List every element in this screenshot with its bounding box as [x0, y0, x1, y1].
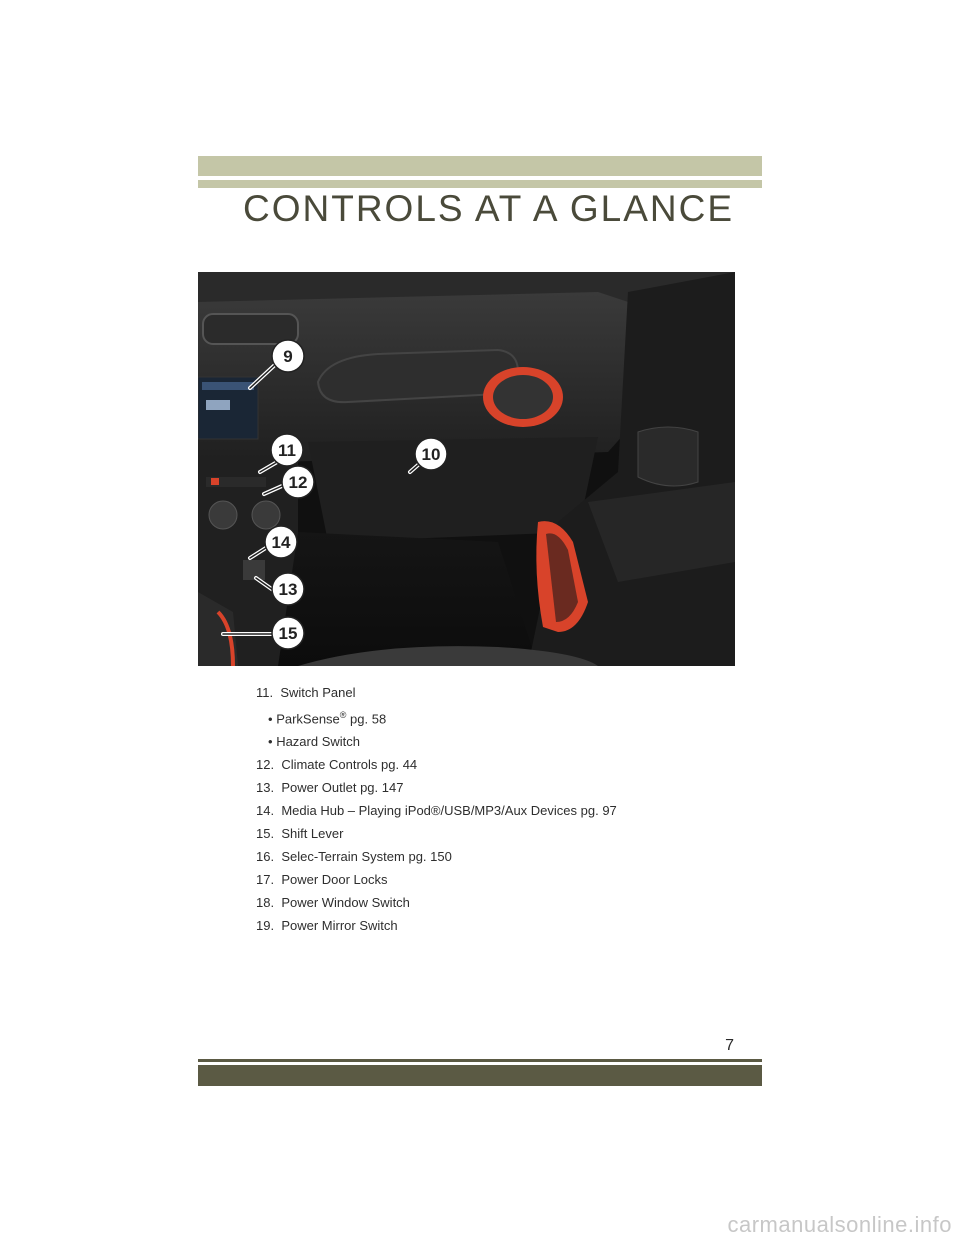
svg-text:13: 13 [278, 580, 298, 599]
svg-text:15: 15 [278, 624, 298, 643]
callout-9 [272, 340, 304, 372]
controls-list [256, 681, 736, 937]
list-item-19: 19. Power Mirror Switch [256, 918, 398, 934]
svg-text:14: 14 [271, 533, 291, 552]
watermark: carmanualsonline.info [727, 1212, 952, 1237]
header-band [198, 156, 762, 176]
list-item-13: 13. Power Outlet pg. 147 [256, 780, 404, 796]
dashboard-illustration [198, 272, 735, 666]
footer-band-line [198, 1059, 762, 1062]
list-subitem-parksense: • ParkSense® pg. 58 [268, 710, 387, 727]
callout-15 [272, 617, 304, 649]
callout-11 [271, 434, 303, 466]
callout-14 [265, 526, 297, 558]
svg-text:10: 10 [421, 445, 441, 464]
page-title: CONTROLS AT A GLANCE [243, 188, 734, 229]
callout-13 [272, 573, 304, 605]
footer-band [198, 1065, 762, 1086]
callout-12 [282, 466, 314, 498]
svg-text:12: 12 [288, 473, 308, 492]
list-subitem-hazard: • Hazard Switch [268, 734, 360, 750]
list-item-15: 15. Shift Lever [256, 826, 344, 842]
page-number: 7 [725, 1037, 734, 1054]
list-item-17: 17. Power Door Locks [256, 872, 388, 888]
list-item-16: 16. Selec-Terrain System pg. 150 [256, 849, 452, 865]
callout-10 [415, 438, 447, 470]
svg-text:11: 11 [278, 441, 296, 460]
header-band-line [198, 180, 762, 188]
list-item-11: 11. Switch Panel [256, 685, 356, 700]
svg-text:9: 9 [283, 347, 293, 366]
dashboard-photo [198, 272, 735, 666]
list-item-18: 18. Power Window Switch [256, 895, 410, 911]
list-item-12: 12. Climate Controls pg. 44 [256, 757, 418, 773]
list-item-14: 14. Media Hub – Playing iPod®/USB/MP3/Aux Devices pg. 97 [256, 803, 617, 819]
